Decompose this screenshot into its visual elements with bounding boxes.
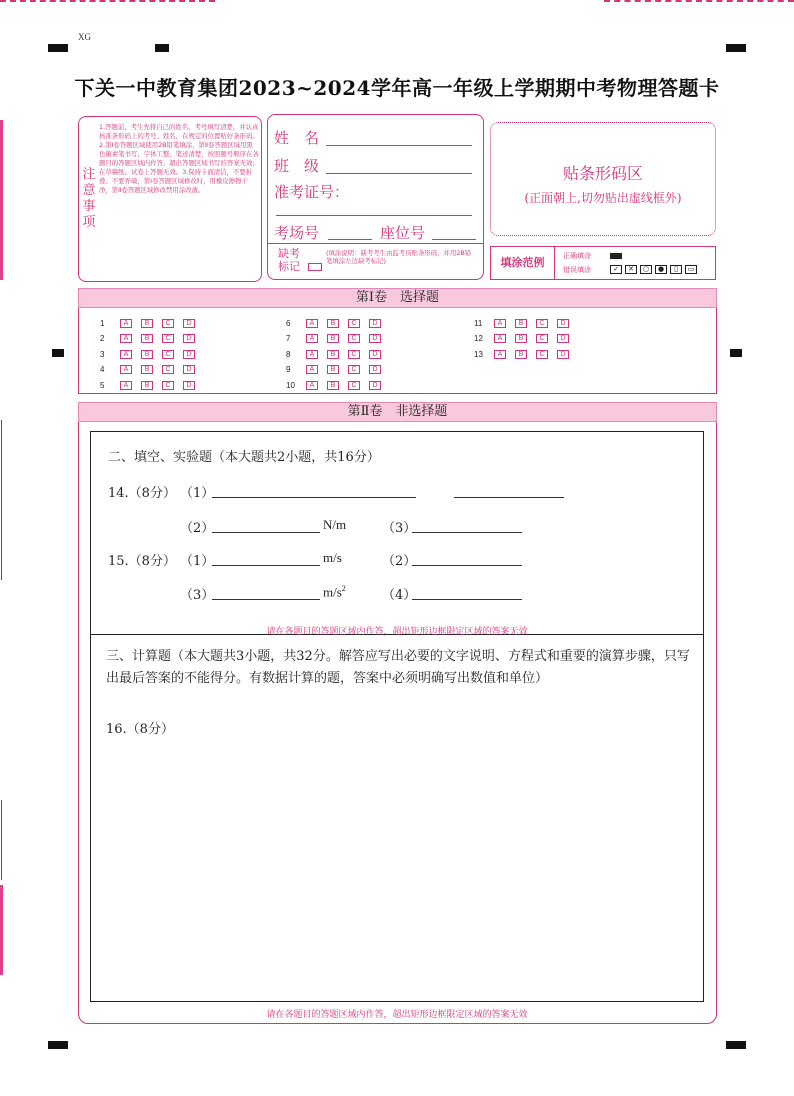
q15-part3-number: （3） bbox=[180, 588, 215, 603]
q15-part3-answer-line[interactable] bbox=[212, 599, 320, 600]
info-divider bbox=[268, 243, 483, 244]
class-field[interactable] bbox=[326, 173, 472, 174]
option-bubble-c[interactable]: C bbox=[348, 381, 360, 390]
option-bubble-c[interactable]: C bbox=[162, 350, 174, 359]
option-bubble-d[interactable]: D bbox=[369, 334, 381, 343]
option-bubble-d[interactable]: D bbox=[369, 319, 381, 328]
wrong-fill-swatch: ✓ bbox=[610, 265, 622, 274]
wrong-fill-swatches bbox=[610, 265, 697, 274]
option-bubble-a[interactable]: A bbox=[306, 334, 318, 343]
q14-part3-answer-line[interactable] bbox=[412, 532, 522, 533]
option-bubble-c[interactable]: C bbox=[536, 334, 548, 343]
option-bubble-d[interactable]: D bbox=[183, 319, 195, 328]
exam-number-field[interactable] bbox=[276, 215, 472, 216]
question-10 bbox=[286, 380, 390, 391]
correct-fill-label: 正确填涂 bbox=[563, 252, 591, 260]
barcode-area bbox=[490, 122, 716, 236]
wrong-fill-swatch: ✕ bbox=[625, 265, 637, 274]
question-number: 11 bbox=[474, 319, 483, 328]
fill-example bbox=[490, 246, 716, 280]
option-bubble-b[interactable]: B bbox=[141, 334, 153, 343]
question-11 bbox=[474, 318, 578, 329]
wrong-fill-swatch: ● bbox=[655, 265, 667, 274]
q14-part2-unit: N/m bbox=[323, 517, 347, 532]
calc-section-heading: 三、计算题（本大题共3小题，共32分。解答应写出必要的文字说明、方程式和重要的演算步骤，只写出最后答案的不能得分。有数据计算的题，答案中必须明确写出数值和单位） bbox=[106, 649, 690, 686]
question-number: 2 bbox=[100, 334, 105, 344]
top-dashed-border-right bbox=[604, 0, 794, 2]
barcode-title: 贴条形码区 bbox=[562, 164, 643, 183]
option-bubble-c[interactable]: C bbox=[348, 334, 360, 343]
absent-label: 缺考标记 bbox=[278, 247, 300, 273]
option-bubble-d[interactable]: D bbox=[183, 334, 195, 343]
option-bubble-a[interactable]: A bbox=[494, 350, 506, 359]
q15-part2-answer-line[interactable] bbox=[412, 565, 522, 566]
name-field[interactable] bbox=[326, 145, 472, 146]
option-bubble-a[interactable]: A bbox=[120, 381, 132, 390]
option-bubble-b[interactable]: B bbox=[141, 350, 153, 359]
q14-part1-answer-line-2[interactable] bbox=[454, 497, 564, 498]
question-5 bbox=[100, 380, 204, 391]
option-bubble-a[interactable]: A bbox=[306, 381, 318, 390]
option-bubble-b[interactable]: B bbox=[141, 319, 153, 328]
option-bubble-c[interactable]: C bbox=[348, 319, 360, 328]
question-number: 12 bbox=[474, 334, 483, 344]
question-number: 4 bbox=[100, 365, 105, 375]
part2-title: 第Ⅱ卷 非选择题 bbox=[78, 402, 717, 422]
option-bubble-b[interactable]: B bbox=[515, 319, 527, 328]
q15-part1-unit: m/s bbox=[323, 550, 342, 565]
top-dashed-border-left bbox=[0, 0, 215, 2]
q15-part3-unit bbox=[323, 584, 346, 600]
room-field[interactable] bbox=[328, 239, 372, 240]
option-bubble-d[interactable]: D bbox=[369, 365, 381, 374]
room-label: 考场号 bbox=[274, 224, 320, 242]
option-bubble-d[interactable]: D bbox=[557, 334, 569, 343]
question-number: 9 bbox=[286, 365, 291, 375]
q15-part4-answer-line[interactable] bbox=[412, 599, 522, 600]
option-bubble-c[interactable]: C bbox=[536, 319, 548, 328]
wrong-fill-swatch: ▯ bbox=[670, 265, 682, 274]
q15-part3-unit-base: m/s bbox=[323, 584, 342, 600]
option-bubble-a[interactable]: A bbox=[120, 350, 132, 359]
q15-part1-number: （1） bbox=[180, 554, 215, 569]
position-mark bbox=[155, 44, 169, 52]
left-edge-bar bbox=[0, 885, 3, 975]
position-mark bbox=[726, 1041, 746, 1049]
question-8 bbox=[286, 349, 390, 360]
barcode-instruction: (正面朝上,切勿贴出虚线框外) bbox=[524, 191, 682, 205]
option-bubble-d[interactable]: D bbox=[557, 319, 569, 328]
q15-part1-answer-line[interactable] bbox=[212, 565, 320, 566]
seat-field[interactable] bbox=[432, 239, 476, 240]
question-13 bbox=[474, 349, 578, 360]
q15-label: 15.（8分） bbox=[108, 554, 176, 569]
question-number: 3 bbox=[100, 349, 105, 359]
option-bubble-d[interactable]: D bbox=[369, 350, 381, 359]
fill-example-label: 填涂范例 bbox=[491, 247, 555, 279]
wrong-fill-label: 错误填涂 bbox=[563, 266, 591, 274]
absent-note: (填涂说明：缺考考生由监考员贴条形码，并用2B铅笔填涂左边缺考标记) bbox=[326, 249, 472, 265]
option-bubble-a[interactable]: A bbox=[120, 319, 132, 328]
option-bubble-c[interactable]: C bbox=[162, 319, 174, 328]
question-number: 6 bbox=[286, 319, 291, 328]
wrong-fill-swatch: ▭ bbox=[685, 265, 697, 274]
exam-number-label: 准考证号： bbox=[274, 183, 350, 201]
question-4 bbox=[100, 364, 204, 375]
option-bubble-b[interactable]: B bbox=[515, 350, 527, 359]
position-mark bbox=[48, 1041, 68, 1049]
q15-part4-number: （4） bbox=[382, 588, 417, 603]
option-bubble-c[interactable]: C bbox=[348, 365, 360, 374]
notice-label: 注意事项 bbox=[82, 167, 96, 230]
option-bubble-c[interactable]: C bbox=[348, 350, 360, 359]
answer-area-warning-bottom: 请在各题目的答题区域内作答，超出矩形边框限定区域的答案无效 bbox=[266, 1010, 528, 1020]
q14-part3-number: （3） bbox=[382, 521, 417, 536]
student-info-box bbox=[267, 114, 484, 280]
question-3 bbox=[100, 349, 204, 360]
question-6 bbox=[286, 318, 390, 329]
question-number: 1 bbox=[100, 319, 105, 328]
q14-part2-number: （2） bbox=[180, 521, 215, 536]
option-bubble-d[interactable]: D bbox=[183, 365, 195, 374]
option-bubble-d[interactable]: D bbox=[557, 350, 569, 359]
option-bubble-b[interactable]: B bbox=[327, 365, 339, 374]
position-mark bbox=[52, 349, 64, 357]
option-bubble-a[interactable]: A bbox=[306, 319, 318, 328]
option-bubble-b[interactable]: B bbox=[515, 334, 527, 343]
option-bubble-a[interactable]: A bbox=[306, 365, 318, 374]
option-bubble-d[interactable]: D bbox=[369, 381, 381, 390]
option-bubble-c[interactable]: C bbox=[536, 350, 548, 359]
position-mark bbox=[730, 349, 742, 357]
question-number: 8 bbox=[286, 349, 291, 359]
question-2 bbox=[100, 333, 204, 344]
option-bubble-a[interactable]: A bbox=[494, 319, 506, 328]
question-7 bbox=[286, 333, 390, 344]
option-bubble-b[interactable]: B bbox=[327, 319, 339, 328]
wrong-fill-swatch: ○ bbox=[640, 265, 652, 274]
option-bubble-b[interactable]: B bbox=[327, 350, 339, 359]
q16-label: 16.（8分） bbox=[106, 722, 174, 737]
option-bubble-a[interactable]: A bbox=[306, 350, 318, 359]
option-bubble-a[interactable]: A bbox=[120, 334, 132, 343]
option-bubble-c[interactable]: C bbox=[162, 365, 174, 374]
option-bubble-b[interactable]: B bbox=[141, 381, 153, 390]
left-edge-bar bbox=[0, 120, 3, 280]
notice-box bbox=[78, 116, 262, 282]
option-bubble-b[interactable]: B bbox=[327, 381, 339, 390]
q14-label: 14.（8分） bbox=[108, 486, 176, 501]
q14-part1-number: （1） bbox=[180, 486, 215, 501]
option-bubble-c[interactable]: C bbox=[162, 334, 174, 343]
question-12 bbox=[474, 333, 578, 344]
paper-code: XG bbox=[78, 32, 91, 42]
q16-answer-area[interactable] bbox=[92, 740, 702, 1000]
q15-part2-number: （2） bbox=[382, 554, 417, 569]
name-label: 姓 名 bbox=[274, 129, 320, 147]
option-bubble-b[interactable]: B bbox=[141, 365, 153, 374]
page-title: 下关一中教育集团2023~2024学年高一年级上学期期中考物理答题卡 bbox=[74, 76, 720, 100]
question-number: 13 bbox=[474, 349, 483, 359]
option-bubble-c[interactable]: C bbox=[162, 381, 174, 390]
class-label: 班 级 bbox=[274, 157, 320, 175]
correct-fill-swatch bbox=[610, 253, 622, 259]
question-number: 7 bbox=[286, 334, 291, 344]
answer-area-warning: 请在各题目的答题区域内作答，超出矩形边框限定区域的答案无效 bbox=[266, 627, 528, 637]
position-mark bbox=[48, 44, 68, 52]
q14-part1-answer-line[interactable] bbox=[212, 497, 416, 498]
question-1 bbox=[100, 318, 204, 329]
q15-part3-unit-exponent: 2 bbox=[341, 584, 346, 593]
option-bubble-d[interactable]: D bbox=[183, 381, 195, 390]
option-bubble-d[interactable]: D bbox=[183, 350, 195, 359]
fill-section-heading: 二、填空、实验题（本大题共2小题，共16分） bbox=[108, 450, 380, 465]
seat-label: 座位号 bbox=[380, 224, 426, 242]
q14-part2-answer-line[interactable] bbox=[212, 532, 320, 533]
absent-checkbox[interactable] bbox=[308, 263, 322, 271]
option-bubble-a[interactable]: A bbox=[494, 334, 506, 343]
option-bubble-b[interactable]: B bbox=[327, 334, 339, 343]
left-edge-line bbox=[1, 420, 2, 580]
option-bubble-a[interactable]: A bbox=[120, 365, 132, 374]
question-9 bbox=[286, 364, 390, 375]
notice-text: 1.答题前，考生先将自己的姓名、考号填写清楚，并认真核准条形码上的考号、姓名，在规定的位置贴好条形码。2.第Ⅰ卷答题区域使用2B铅笔填涂，第Ⅱ卷答题区域用黑色碳素笔书写，字体工整、笔迹清楚，按照题号顺序在各题目的答题区域内作答，超出答题区域书写的答案无效；在草稿纸、试卷上答题无效。3.保持卡面清洁，不要折叠、不要弄破，第Ⅰ卷答题区域修改时，用橡皮擦擦干净，第Ⅱ卷答题区域修改禁用涂改液。 bbox=[99, 123, 259, 194]
position-mark bbox=[726, 44, 746, 52]
question-number: 5 bbox=[100, 380, 105, 390]
left-edge-line bbox=[1, 800, 2, 880]
part1-title: 第Ⅰ卷 选择题 bbox=[78, 288, 717, 308]
question-number: 10 bbox=[286, 380, 295, 390]
